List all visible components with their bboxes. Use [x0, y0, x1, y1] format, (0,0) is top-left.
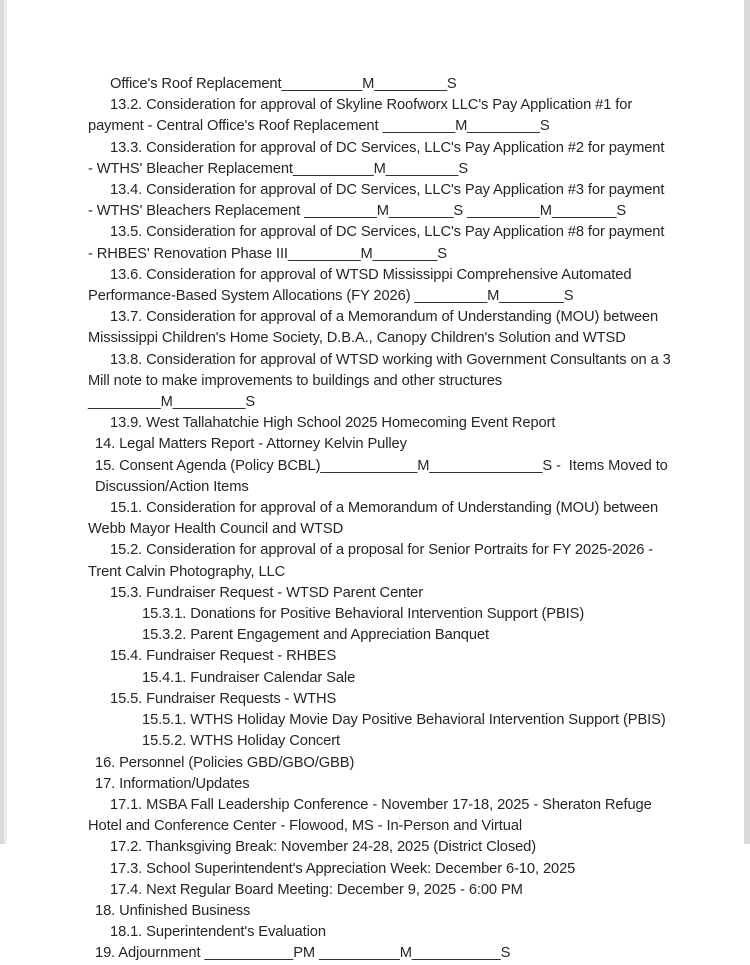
agenda-item: 18. Unfinished Business [95, 902, 251, 919]
agenda-item: 15.3.2. Parent Engagement and Appreciation Banquet [142, 627, 489, 644]
agenda-item: 13.7. Consideration for approval of a Memorandum of Understanding (MOU) between Mississippi Children's Home Society, D.B.A., Canopy Children's Solution and WTSD [88, 309, 663, 347]
agenda-item: 17.1. MSBA Fall Leadership Conference - November 17-18, 2025 - Sheraton Refuge Hotel and Conference Center - Flowood, MS - In-Person and Virtual [88, 796, 656, 835]
right-gutter [744, 0, 750, 844]
agenda-item-list [88, 74, 673, 965]
agenda-item: 13.6. Consideration for approval of WTSD Mississippi Comprehensive Automated Performance-Based System Allocations (FY 2026) _________M________S [88, 266, 636, 305]
agenda-item: 15.3.1. Donations for Positive Behavioral Intervention Support (PBIS) [142, 606, 585, 623]
agenda-item: 15.4.1. Fundraiser Calendar Sale [142, 669, 356, 686]
agenda-item: 15.5. Fundraiser Requests - WTHS [110, 690, 337, 707]
agenda-item: 15.5.2. WTHS Holiday Concert [142, 733, 341, 750]
agenda-item: 16. Personnel (Policies GBD/GBO/GBB) [95, 754, 355, 771]
agenda-item: 13.3. Consideration for approval of DC Services, LLC's Pay Application #2 for payment - WTHS' Bleacher Replacement__________M_________S [88, 139, 669, 177]
agenda-item: 13.2. Consideration for approval of Skyline Roofworx LLC's Pay Application #1 for payment - Central Office's Roof Replacement _________M_________S [88, 97, 637, 135]
agenda-item: 13.4. Consideration for approval of DC Services, LLC's Pay Application #3 for payment - WTHS' Bleachers Replacement _________M________S _________M________S [88, 182, 669, 220]
agenda-item: 15.5.1. WTHS Holiday Movie Day Positive Behavioral Intervention Support (PBIS) [142, 712, 666, 729]
document-page [7, 0, 744, 962]
agenda-item: 17.2. Thanksgiving Break: November 24-28, 2025 (District Closed) [110, 839, 536, 856]
agenda-item: 15.3. Fundraiser Request - WTSD Parent Center [110, 584, 424, 601]
agenda-item: 13.8. Consideration for approval of WTSD working with Government Consultants on a 3 Mill note to make improvements to buildings and other structures _________M_________S [88, 351, 675, 411]
agenda-item: 15.1. Consideration for approval of a Memorandum of Understanding (MOU) between Webb Mayor Health Council and WTSD [88, 500, 663, 538]
agenda-item: 13.5. Consideration for approval of DC Services, LLC's Pay Application #8 for payment - RHBES' Renovation Phase III_________M________S [88, 224, 669, 262]
agenda-item: 18.1. Superintendent's Evaluation [110, 924, 326, 941]
agenda-item: 17.3. School Superintendent's Appreciation Week: December 6-10, 2025 [110, 860, 576, 877]
agenda-item: 14. Legal Matters Report - Attorney Kelvin Pulley [95, 436, 407, 453]
agenda-item: 13.9. West Tallahatchie High School 2025 Homecoming Event Report [110, 415, 556, 432]
agenda-item: 17.4. Next Regular Board Meeting: December 9, 2025 - 6:00 PM [110, 881, 523, 898]
agenda-item: 19. Adjournment ___________PM __________M___________S [95, 945, 511, 962]
agenda-item: Office's Roof Replacement__________M_________S [110, 76, 457, 92]
agenda-item: 17. Information/Updates [95, 775, 250, 792]
agenda-item: 15. Consent Agenda (Policy BCBL)____________M______________S - Items Moved to Discussion/Action Items [95, 457, 672, 495]
agenda-item: 15.4. Fundraiser Request - RHBES [110, 648, 337, 665]
agenda-item: 15.2. Consideration for approval of a proposal for Senior Portraits for FY 2025-2026 - Trent Calvin Photography, LLC [88, 542, 657, 580]
